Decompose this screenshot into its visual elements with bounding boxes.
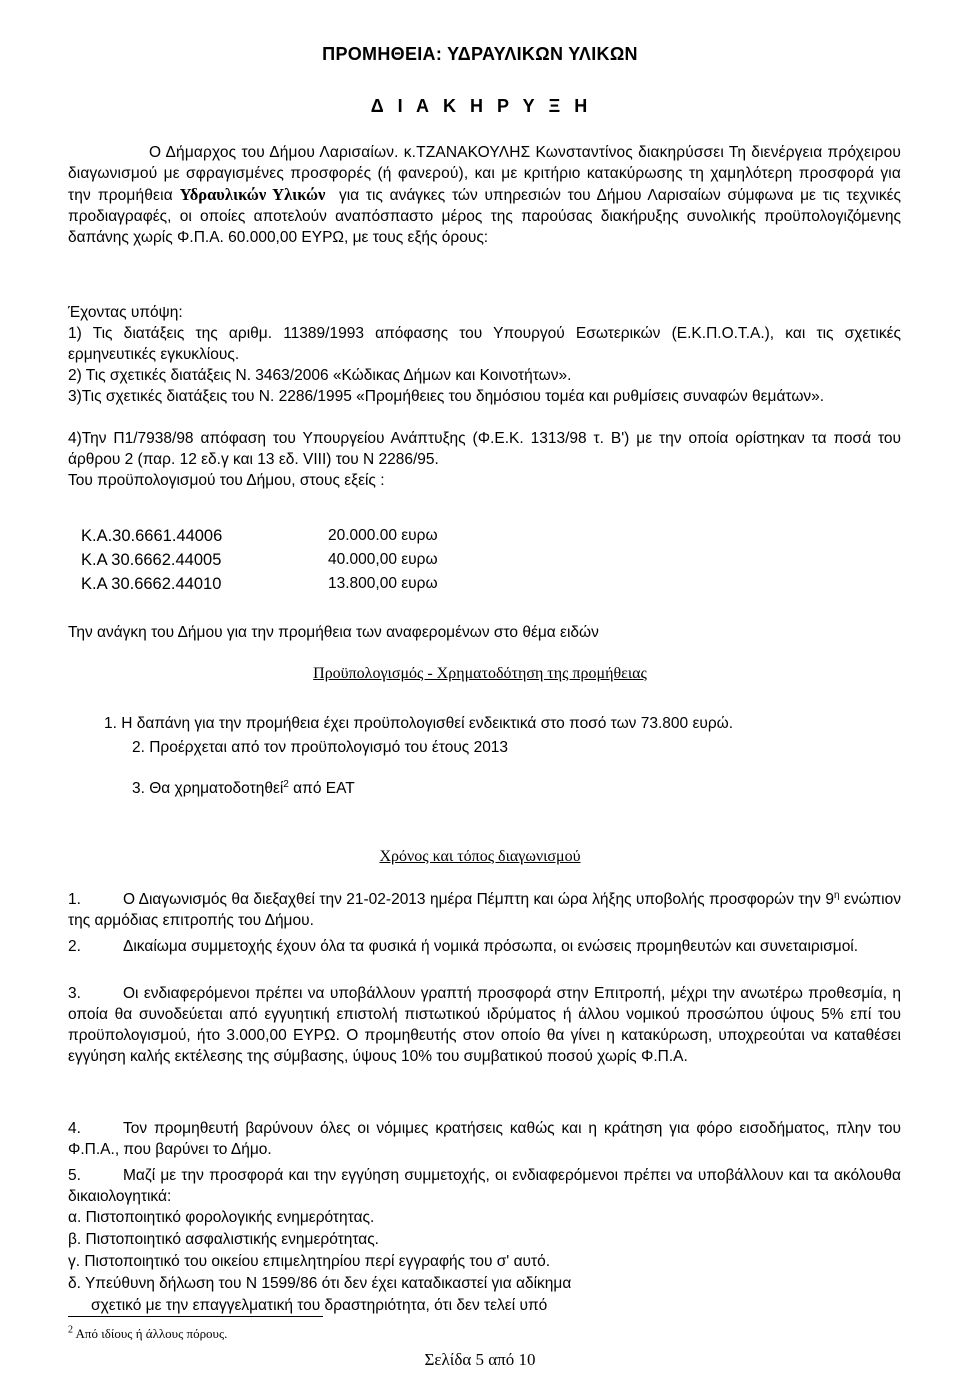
page-number: Σελίδα 5 από 10 <box>424 1350 536 1369</box>
budget-code: Κ.Α 30.6662.44005 <box>81 551 222 569</box>
item-text: Τον προμηθευτή βαρύνουν όλες οι νόμιμες κρατήσεις καθώς και η κράτηση για φόρο εισοδήματος, πλην του Φ.Π.Α., που βαρύνει το Δήμο. <box>68 1120 901 1158</box>
time-section-heading: Χρόνος και τόπος διαγωνισμού <box>379 848 581 865</box>
budget-amount: 20.000.00 ευρω <box>328 527 438 544</box>
time-item-5 <box>68 1165 901 1207</box>
budget-item-3-text: 3. Θα χρηματοδοτηθεί <box>132 780 284 797</box>
intro-paragraph <box>68 142 901 248</box>
item-text: Δικαίωμα συμμετοχής έχουν όλα τα φυσικά ή νομικά πρόσωπα, οι ενώσεις προμηθευτών και συνεταιρισμοί. <box>123 938 859 955</box>
budget-item-3 <box>132 778 355 799</box>
intro-bold-subject: Υδραυλικών Υλικών <box>179 185 326 204</box>
footnote-number: 2 <box>68 1324 73 1336</box>
footnote-divider <box>68 1316 323 1317</box>
footnote-ref: 2 <box>283 778 289 790</box>
considering-label: Έχοντας υπόψη: <box>68 304 183 321</box>
item-number: 4. <box>68 1120 81 1137</box>
document-title: ΠΡΟΜΗΘΕΙΑ: ΥΔΡΑΥΛΙΚΩΝ ΥΛΙΚΩΝ <box>322 44 638 64</box>
item-text: Οι ενδιαφερόμενοι πρέπει να υποβάλλουν γραπτή προσφορά στην Επιτροπή, μέχρι την ανωτέρω προθεσμία, η οποία θα συνοδεύεται από εγγυητική επιστολή πιστωτικού ιδρύματος ή άλλου νομικού προσώπου ύψους 5% επί του προϋπολογισμού, ήτο 3.000,00 ΕΥΡΩ. Ο προμηθευτής στον οποίο θα γίνει η κατακύρωση, υποχρεούται να καταθέσει εγγύηση καλής εκτέλεσης της σύμβασης, ύψους 10% του συμβατικού ποσού χωρίς Φ.Π.Α. <box>68 985 901 1065</box>
time-item-4 <box>68 1118 901 1160</box>
considering-item-4: 4)Την Π1/7938/98 απόφαση του Υπουργείου Ανάπτυξης (Φ.Ε.Κ. 1313/98 τ. Β') με την οποία ορίστηκαν τα ποσά του άρθρου 2 (παρ. 12 εδ.γ και 13 εδ. VIII) του Ν 2286/95. <box>68 430 901 468</box>
item-text: Μαζί με την προσφορά και την εγγύηση συμμετοχής, οι ενδιαφερόμενοι πρέπει να υποβάλλουν και τα ακόλουθα δικαιολογητικά: <box>68 1167 901 1205</box>
budget-item-1: 1. Η δαπάνη για την προμήθεια έχει προϋπολογισθεί ενδεικτικά στο ποσό των 73.800 ευρώ. <box>104 715 734 732</box>
item-text-end: ενώπιον της αρμόδιας επιτροπής του Δήμου. <box>68 891 901 929</box>
time-item-1 <box>68 889 901 931</box>
doc-item-c: γ. Πιστοποιητικό του οικείου επιμελητηρίου περί εγγραφής του σ' αυτό. <box>68 1253 551 1270</box>
budget-amount: 13.800,00 ευρω <box>328 575 438 592</box>
time-item-3 <box>68 983 901 1067</box>
doc-item-d: δ. Υπεύθυνη δήλωση του Ν 1599/86 ότι δεν έχει καταδικαστεί για αδίκημα <box>68 1275 572 1292</box>
item-number: 5. <box>68 1167 81 1184</box>
footnote-text: Από ιδίους ή άλλους πόρους. <box>75 1326 228 1341</box>
document-subtitle: Δ Ι Α Κ Η Ρ Υ Ξ Η <box>370 96 590 116</box>
table-row <box>68 548 508 572</box>
table-row <box>68 572 508 596</box>
doc-item-b: β. Πιστοποιητικό ασφαλιστικής ενημερότητας. <box>68 1231 379 1248</box>
considering-item-1: 1) Τις διατάξεις της αριθμ. 11389/1993 απόφασης του Υπουργού Εσωτερικών (Ε.Κ.Π.Ο.Τ.Α.), και τις σχετικές ερμηνευτικές εγκυκλίους. <box>68 325 901 363</box>
budget-item-2: 2. Προέρχεται από τον προϋπολογισμό του έτους 2013 <box>132 739 509 756</box>
item-number: 2. <box>68 938 81 955</box>
budget-code: Κ.Α.30.6661.44006 <box>81 527 223 545</box>
superscript: η <box>833 889 840 901</box>
budget-section-heading: Προϋπολογισμός - Χρηματοδότηση της προμήθειας <box>313 665 647 682</box>
footnote <box>68 1323 227 1344</box>
need-text: Την ανάγκη του Δήμου για την προμήθεια των αναφερομένων στο θέμα ειδών <box>68 624 599 641</box>
table-row <box>68 524 508 548</box>
doc-item-d-cont: σχετικό με την επαγγελματική του δραστηριότητα, ότι δεν τελεί υπό <box>91 1297 548 1314</box>
item-number: 3. <box>68 985 81 1002</box>
item-text: Ο Διαγωνισμός θα διεξαχθεί την 21-02-2013 ημέρα Πέμπτη και ώρα λήξης υποβολής προσφορών την 9 <box>123 891 834 908</box>
time-item-2 <box>68 936 901 957</box>
doc-item-a: α. Πιστοποιητικό φορολογικής ενημερότητας. <box>68 1209 375 1226</box>
intro-text-end: για τις ανάγκες τών υπηρεσιών του Δήμου Λαρισαίων σύμφωνα με τις τεχνικές προδιαγραφές, οι οποίες αποτελούν αναπόσπαστο μέρος της παρούσας διακήρυξης συνολικής προϋπολογιζόμενης δαπάνης χωρίς Φ.Π.Α. 60.000,00 ΕΥΡΩ, με τους εξής όρους: <box>68 187 901 246</box>
budget-intro: Του προϋπολογισμού του Δήμου, στους εξείς : <box>68 472 385 489</box>
item-number: 1. <box>68 891 81 908</box>
budget-table <box>68 524 508 596</box>
intro-text-start: Ο Δήμαρχος του Δήμου Λαρισαίων. κ.ΤΖΑΝΑΚΟΥΛΗΣ Κωνσταντίνος διακηρύσσει Τη διενέργεια πρόχειρου διαγωνισμού με σφραγισμένες προσφορές (ή φανερού), και με κριτήριο κατακύρωσης τη χαμηλότερη προσφορά για την προμήθεια <box>68 144 901 204</box>
considering-item-2: 2) Τις σχετικές διατάξεις Ν. 3463/2006 «Κώδικας Δήμων και Κοινοτήτων». <box>68 367 572 384</box>
budget-amount: 40.000,00 ευρω <box>328 551 438 568</box>
budget-code: Κ.Α 30.6662.44010 <box>81 575 222 593</box>
considering-item-3: 3)Τις σχετικές διατάξεις του Ν. 2286/1995 «Προμήθειες του δημόσιου τομέα και ρυθμίσεις συναφών θεμάτων». <box>68 388 825 405</box>
budget-item-3-source: από ΕΑΤ <box>293 780 355 797</box>
